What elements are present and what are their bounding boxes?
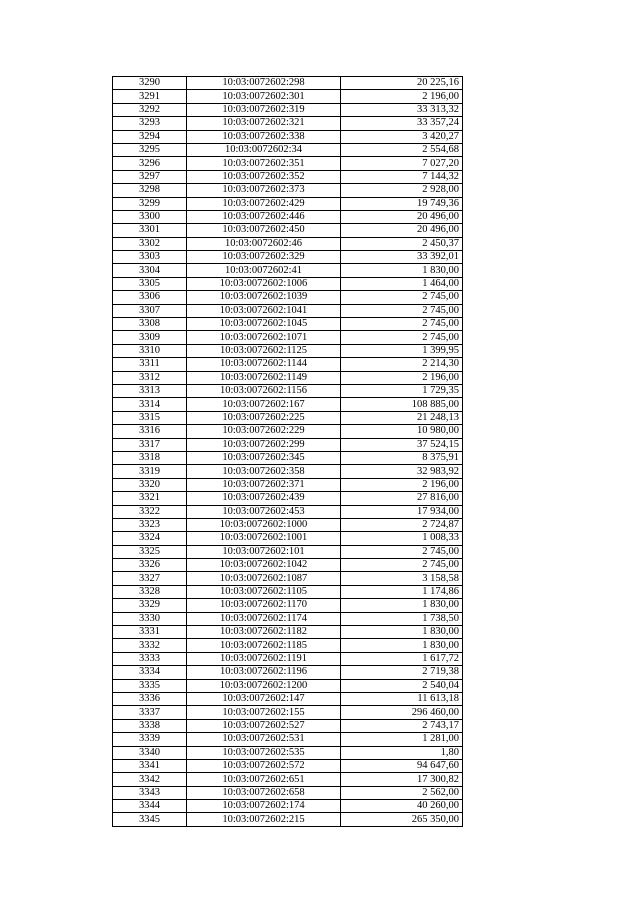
row-number-cell: 3340 <box>113 746 187 759</box>
table-row <box>113 358 463 371</box>
amount-cell: 17 934,00 <box>341 505 463 518</box>
row-number-cell: 3314 <box>113 398 187 411</box>
amount-cell: 33 357,24 <box>341 117 463 130</box>
cadastral-number-cell: 10:03:0072602:329 <box>187 251 341 264</box>
table-row <box>113 130 463 143</box>
amount-cell: 27 816,00 <box>341 492 463 505</box>
amount-cell: 1 464,00 <box>341 277 463 290</box>
table-row <box>113 425 463 438</box>
cadastral-number-cell: 10:03:0072602:1200 <box>187 679 341 692</box>
table-row <box>113 532 463 545</box>
row-number-cell: 3309 <box>113 331 187 344</box>
cadastral-number-cell: 10:03:0072602:1149 <box>187 371 341 384</box>
row-number-cell: 3331 <box>113 626 187 639</box>
row-number-cell: 3342 <box>113 773 187 786</box>
cadastral-number-cell: 10:03:0072602:1071 <box>187 331 341 344</box>
cadastral-number-cell: 10:03:0072602:1041 <box>187 304 341 317</box>
table-row <box>113 612 463 625</box>
amount-cell: 1 830,00 <box>341 626 463 639</box>
table-row <box>113 451 463 464</box>
amount-cell: 2 540,04 <box>341 679 463 692</box>
table-row <box>113 438 463 451</box>
cadastral-number-cell: 10:03:0072602:299 <box>187 438 341 451</box>
row-number-cell: 3321 <box>113 492 187 505</box>
row-number-cell: 3333 <box>113 652 187 665</box>
table-row <box>113 210 463 223</box>
amount-cell: 2 745,00 <box>341 545 463 558</box>
table-row <box>113 331 463 344</box>
amount-cell: 10 980,00 <box>341 425 463 438</box>
amount-cell: 265 350,00 <box>341 813 463 826</box>
row-number-cell: 3322 <box>113 505 187 518</box>
cadastral-number-cell: 10:03:0072602:338 <box>187 130 341 143</box>
cadastral-number-cell: 10:03:0072602:225 <box>187 411 341 424</box>
table-row <box>113 813 463 826</box>
row-number-cell: 3335 <box>113 679 187 692</box>
amount-cell: 1 729,35 <box>341 384 463 397</box>
row-number-cell: 3338 <box>113 719 187 732</box>
amount-cell: 1 830,00 <box>341 264 463 277</box>
cadastral-number-cell: 10:03:0072602:658 <box>187 786 341 799</box>
table-row <box>113 170 463 183</box>
amount-cell: 1 174,86 <box>341 585 463 598</box>
table-row <box>113 545 463 558</box>
cadastral-number-cell: 10:03:0072602:352 <box>187 170 341 183</box>
row-number-cell: 3306 <box>113 291 187 304</box>
row-number-cell: 3311 <box>113 358 187 371</box>
row-number-cell: 3300 <box>113 210 187 223</box>
amount-cell: 11 613,18 <box>341 692 463 705</box>
cadastral-number-cell: 10:03:0072602:1001 <box>187 532 341 545</box>
row-number-cell: 3337 <box>113 706 187 719</box>
cadastral-number-cell: 10:03:0072602:321 <box>187 117 341 130</box>
table-row <box>113 746 463 759</box>
table-row <box>113 184 463 197</box>
row-number-cell: 3344 <box>113 800 187 813</box>
row-number-cell: 3319 <box>113 465 187 478</box>
amount-cell: 20 225,16 <box>341 77 463 90</box>
amount-cell: 2 745,00 <box>341 318 463 331</box>
table-row <box>113 291 463 304</box>
cadastral-number-cell: 10:03:0072602:147 <box>187 692 341 705</box>
cadastral-number-cell: 10:03:0072602:572 <box>187 759 341 772</box>
table-row <box>113 465 463 478</box>
row-number-cell: 3345 <box>113 813 187 826</box>
amount-cell: 1,80 <box>341 746 463 759</box>
amount-cell: 1 617,72 <box>341 652 463 665</box>
amount-cell: 1 008,33 <box>341 532 463 545</box>
table-row <box>113 800 463 813</box>
table-row <box>113 117 463 130</box>
table-row <box>113 304 463 317</box>
amount-cell: 40 260,00 <box>341 800 463 813</box>
amount-cell: 37 524,15 <box>341 438 463 451</box>
table-row <box>113 77 463 90</box>
row-number-cell: 3312 <box>113 371 187 384</box>
table-row <box>113 492 463 505</box>
cadastral-number-cell: 10:03:0072602:439 <box>187 492 341 505</box>
amount-cell: 2 450,37 <box>341 237 463 250</box>
cadastral-number-cell: 10:03:0072602:527 <box>187 719 341 732</box>
cadastral-number-cell: 10:03:0072602:1196 <box>187 666 341 679</box>
amount-cell: 1 830,00 <box>341 639 463 652</box>
row-number-cell: 3336 <box>113 692 187 705</box>
cadastral-number-cell: 10:03:0072602:34 <box>187 143 341 156</box>
table-row <box>113 90 463 103</box>
row-number-cell: 3323 <box>113 518 187 531</box>
row-number-cell: 3299 <box>113 197 187 210</box>
cadastral-number-cell: 10:03:0072602:1006 <box>187 277 341 290</box>
cadastral-number-cell: 10:03:0072602:41 <box>187 264 341 277</box>
table-row <box>113 237 463 250</box>
cadastral-number-cell: 10:03:0072602:174 <box>187 800 341 813</box>
cadastral-number-cell: 10:03:0072602:358 <box>187 465 341 478</box>
table-row <box>113 652 463 665</box>
cadastral-number-cell: 10:03:0072602:531 <box>187 733 341 746</box>
amount-cell: 108 885,00 <box>341 398 463 411</box>
table-row <box>113 518 463 531</box>
table-row <box>113 559 463 572</box>
amount-cell: 296 460,00 <box>341 706 463 719</box>
table-row <box>113 264 463 277</box>
amount-cell: 1 830,00 <box>341 599 463 612</box>
amount-cell: 2 745,00 <box>341 304 463 317</box>
row-number-cell: 3310 <box>113 344 187 357</box>
cadastral-number-cell: 10:03:0072602:1174 <box>187 612 341 625</box>
table-row <box>113 143 463 156</box>
amount-cell: 7 144,32 <box>341 170 463 183</box>
cadastral-number-cell: 10:03:0072602:1042 <box>187 559 341 572</box>
row-number-cell: 3295 <box>113 143 187 156</box>
row-number-cell: 3290 <box>113 77 187 90</box>
row-number-cell: 3328 <box>113 585 187 598</box>
amount-cell: 1 281,00 <box>341 733 463 746</box>
row-number-cell: 3317 <box>113 438 187 451</box>
cadastral-number-cell: 10:03:0072602:215 <box>187 813 341 826</box>
cadastral-number-cell: 10:03:0072602:1045 <box>187 318 341 331</box>
table-row <box>113 157 463 170</box>
table-row <box>113 318 463 331</box>
amount-cell: 2 743,17 <box>341 719 463 732</box>
amount-cell: 19 749,36 <box>341 197 463 210</box>
row-number-cell: 3315 <box>113 411 187 424</box>
cadastral-number-cell: 10:03:0072602:1000 <box>187 518 341 531</box>
table-row <box>113 478 463 491</box>
table-row <box>113 224 463 237</box>
amount-cell: 2 214,30 <box>341 358 463 371</box>
row-number-cell: 3334 <box>113 666 187 679</box>
table-row <box>113 371 463 384</box>
table-row <box>113 344 463 357</box>
cadastral-number-cell: 10:03:0072602:345 <box>187 451 341 464</box>
table-body <box>113 77 463 827</box>
amount-cell: 20 496,00 <box>341 210 463 223</box>
cadastral-number-cell: 10:03:0072602:1191 <box>187 652 341 665</box>
amount-cell: 2 745,00 <box>341 291 463 304</box>
cadastral-number-cell: 10:03:0072602:1185 <box>187 639 341 652</box>
table-row <box>113 585 463 598</box>
row-number-cell: 3292 <box>113 103 187 116</box>
amount-cell: 33 313,32 <box>341 103 463 116</box>
row-number-cell: 3327 <box>113 572 187 585</box>
table-row <box>113 733 463 746</box>
table-row <box>113 719 463 732</box>
row-number-cell: 3313 <box>113 384 187 397</box>
cadastral-number-cell: 10:03:0072602:298 <box>187 77 341 90</box>
table-row <box>113 599 463 612</box>
row-number-cell: 3305 <box>113 277 187 290</box>
cadastral-number-cell: 10:03:0072602:1039 <box>187 291 341 304</box>
cadastral-number-cell: 10:03:0072602:1170 <box>187 599 341 612</box>
amount-cell: 3 158,58 <box>341 572 463 585</box>
amount-cell: 94 647,60 <box>341 759 463 772</box>
table-row <box>113 197 463 210</box>
cadastral-number-cell: 10:03:0072602:351 <box>187 157 341 170</box>
row-number-cell: 3308 <box>113 318 187 331</box>
row-number-cell: 3329 <box>113 599 187 612</box>
amount-cell: 17 300,82 <box>341 773 463 786</box>
cadastral-number-cell: 10:03:0072602:450 <box>187 224 341 237</box>
cadastral-number-cell: 10:03:0072602:167 <box>187 398 341 411</box>
amount-cell: 8 375,91 <box>341 451 463 464</box>
amount-cell: 32 983,92 <box>341 465 463 478</box>
table-row <box>113 759 463 772</box>
row-number-cell: 3297 <box>113 170 187 183</box>
row-number-cell: 3303 <box>113 251 187 264</box>
amount-cell: 33 392,01 <box>341 251 463 264</box>
row-number-cell: 3291 <box>113 90 187 103</box>
table-row <box>113 411 463 424</box>
cadastral-number-cell: 10:03:0072602:155 <box>187 706 341 719</box>
cadastral-number-cell: 10:03:0072602:319 <box>187 103 341 116</box>
row-number-cell: 3307 <box>113 304 187 317</box>
amount-cell: 2 724,87 <box>341 518 463 531</box>
amount-cell: 2 745,00 <box>341 559 463 572</box>
row-number-cell: 3332 <box>113 639 187 652</box>
table-row <box>113 773 463 786</box>
table-row <box>113 626 463 639</box>
cadastral-number-cell: 10:03:0072602:535 <box>187 746 341 759</box>
amount-cell: 2 196,00 <box>341 371 463 384</box>
table-row <box>113 786 463 799</box>
cadastral-number-cell: 10:03:0072602:1144 <box>187 358 341 371</box>
amount-cell: 1 738,50 <box>341 612 463 625</box>
table-row <box>113 679 463 692</box>
table-row <box>113 384 463 397</box>
row-number-cell: 3330 <box>113 612 187 625</box>
table-row <box>113 251 463 264</box>
amount-cell: 3 420,27 <box>341 130 463 143</box>
cadastral-number-cell: 10:03:0072602:651 <box>187 773 341 786</box>
cadastral-number-cell: 10:03:0072602:1125 <box>187 344 341 357</box>
cadastral-number-cell: 10:03:0072602:301 <box>187 90 341 103</box>
row-number-cell: 3325 <box>113 545 187 558</box>
amount-cell: 21 248,13 <box>341 411 463 424</box>
row-number-cell: 3343 <box>113 786 187 799</box>
amount-cell: 2 719,38 <box>341 666 463 679</box>
row-number-cell: 3293 <box>113 117 187 130</box>
table-row <box>113 572 463 585</box>
amount-cell: 20 496,00 <box>341 224 463 237</box>
data-table <box>112 76 463 827</box>
amount-cell: 7 027,20 <box>341 157 463 170</box>
row-number-cell: 3302 <box>113 237 187 250</box>
amount-cell: 2 745,00 <box>341 331 463 344</box>
table-row <box>113 692 463 705</box>
cadastral-number-cell: 10:03:0072602:229 <box>187 425 341 438</box>
cadastral-number-cell: 10:03:0072602:373 <box>187 184 341 197</box>
table-row <box>113 398 463 411</box>
amount-cell: 2 554,68 <box>341 143 463 156</box>
cadastral-number-cell: 10:03:0072602:1087 <box>187 572 341 585</box>
row-number-cell: 3301 <box>113 224 187 237</box>
table-row <box>113 639 463 652</box>
row-number-cell: 3296 <box>113 157 187 170</box>
table-row <box>113 666 463 679</box>
cadastral-number-cell: 10:03:0072602:1182 <box>187 626 341 639</box>
cadastral-number-cell: 10:03:0072602:453 <box>187 505 341 518</box>
amount-cell: 1 399,95 <box>341 344 463 357</box>
cadastral-number-cell: 10:03:0072602:1105 <box>187 585 341 598</box>
row-number-cell: 3339 <box>113 733 187 746</box>
row-number-cell: 3294 <box>113 130 187 143</box>
table-row <box>113 103 463 116</box>
amount-cell: 2 928,00 <box>341 184 463 197</box>
table-row <box>113 706 463 719</box>
row-number-cell: 3304 <box>113 264 187 277</box>
table-row <box>113 505 463 518</box>
cadastral-number-cell: 10:03:0072602:46 <box>187 237 341 250</box>
row-number-cell: 3316 <box>113 425 187 438</box>
row-number-cell: 3326 <box>113 559 187 572</box>
cadastral-number-cell: 10:03:0072602:446 <box>187 210 341 223</box>
amount-cell: 2 196,00 <box>341 90 463 103</box>
row-number-cell: 3324 <box>113 532 187 545</box>
row-number-cell: 3298 <box>113 184 187 197</box>
amount-cell: 2 196,00 <box>341 478 463 491</box>
amount-cell: 2 562,00 <box>341 786 463 799</box>
cadastral-number-cell: 10:03:0072602:101 <box>187 545 341 558</box>
row-number-cell: 3341 <box>113 759 187 772</box>
row-number-cell: 3320 <box>113 478 187 491</box>
cadastral-number-cell: 10:03:0072602:371 <box>187 478 341 491</box>
cadastral-number-cell: 10:03:0072602:429 <box>187 197 341 210</box>
cadastral-number-cell: 10:03:0072602:1156 <box>187 384 341 397</box>
row-number-cell: 3318 <box>113 451 187 464</box>
table-row <box>113 277 463 290</box>
